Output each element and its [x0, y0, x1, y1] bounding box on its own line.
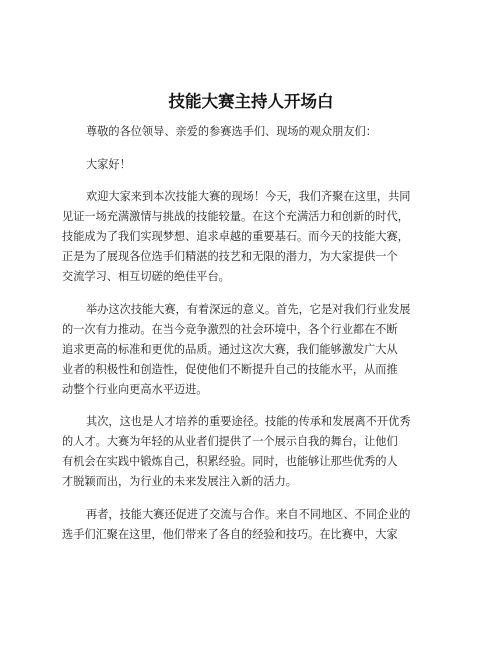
text-line: 的人才。大赛为年轻的从业者们提供了一个展示自我的舞台，让他们	[62, 435, 398, 448]
text-line: 技能成为了我们实现梦想、追求卓越的重要基石。而今天的技能大赛，	[62, 230, 409, 243]
text-line: 见证一场充满激情与挑战的技能较量。在这个充满活力和创新的时代，	[62, 210, 409, 223]
text-line: 再者，技能大赛还促进了交流与合作。来自不同地区、不同企业的	[86, 507, 411, 521]
text-line: 大家好！	[86, 157, 131, 171]
paragraph-hello	[62, 155, 444, 175]
text-line: 选手们汇聚在这里，他们带来了各自的经验和技巧。在比赛中，大家	[62, 527, 398, 541]
paragraph-exchange	[62, 505, 444, 545]
text-line: 才脱颖而出，为行业的未来发展注入新的活力。	[62, 475, 297, 488]
text-line: 举办这次技能大赛，有着深远的意义。首先，它是对我们行业发展	[86, 302, 411, 316]
paragraph-greeting	[62, 122, 444, 142]
text-line: 欢迎大家来到本次技能大赛的现场！今天，我们齐聚在这里，共同	[86, 190, 411, 203]
paragraph-welcome	[62, 187, 444, 287]
text-line: 交流学习、相互切磋的绝佳平台。	[62, 270, 230, 283]
text-line: 业者的积极性和创造性，促使他们不断提升自己的技能水平，从而推	[62, 362, 398, 376]
text-line: 正是为了展现各位选手们精湛的技艺和无限的潜力，为大家提供一个	[62, 250, 398, 263]
text-line: 的一次有力推动。在当今竞争激烈的社会环境中，各个行业都在不断	[62, 322, 398, 336]
paragraph-talent	[62, 412, 444, 492]
text-line: 动整个行业向更高水平迈进。	[62, 382, 208, 396]
text-line: 其次，这也是人才培养的重要途径。技能的传承和发展离不开优秀	[86, 415, 411, 428]
text-line: 尊敬的各位领导、亲爱的参赛选手们、现场的观众朋友们：	[86, 125, 377, 138]
text-line: 追求更高的标准和更优的品质。通过这次大赛，我们能够激发广大从	[62, 342, 398, 356]
document-body	[62, 122, 444, 557]
document-title: 技能大赛主持人开场白	[168, 92, 334, 111]
paragraph-significance	[62, 300, 444, 400]
text-line: 有机会在实践中锻炼自己，积累经验。同时，也能够让那些优秀的人	[62, 455, 398, 468]
